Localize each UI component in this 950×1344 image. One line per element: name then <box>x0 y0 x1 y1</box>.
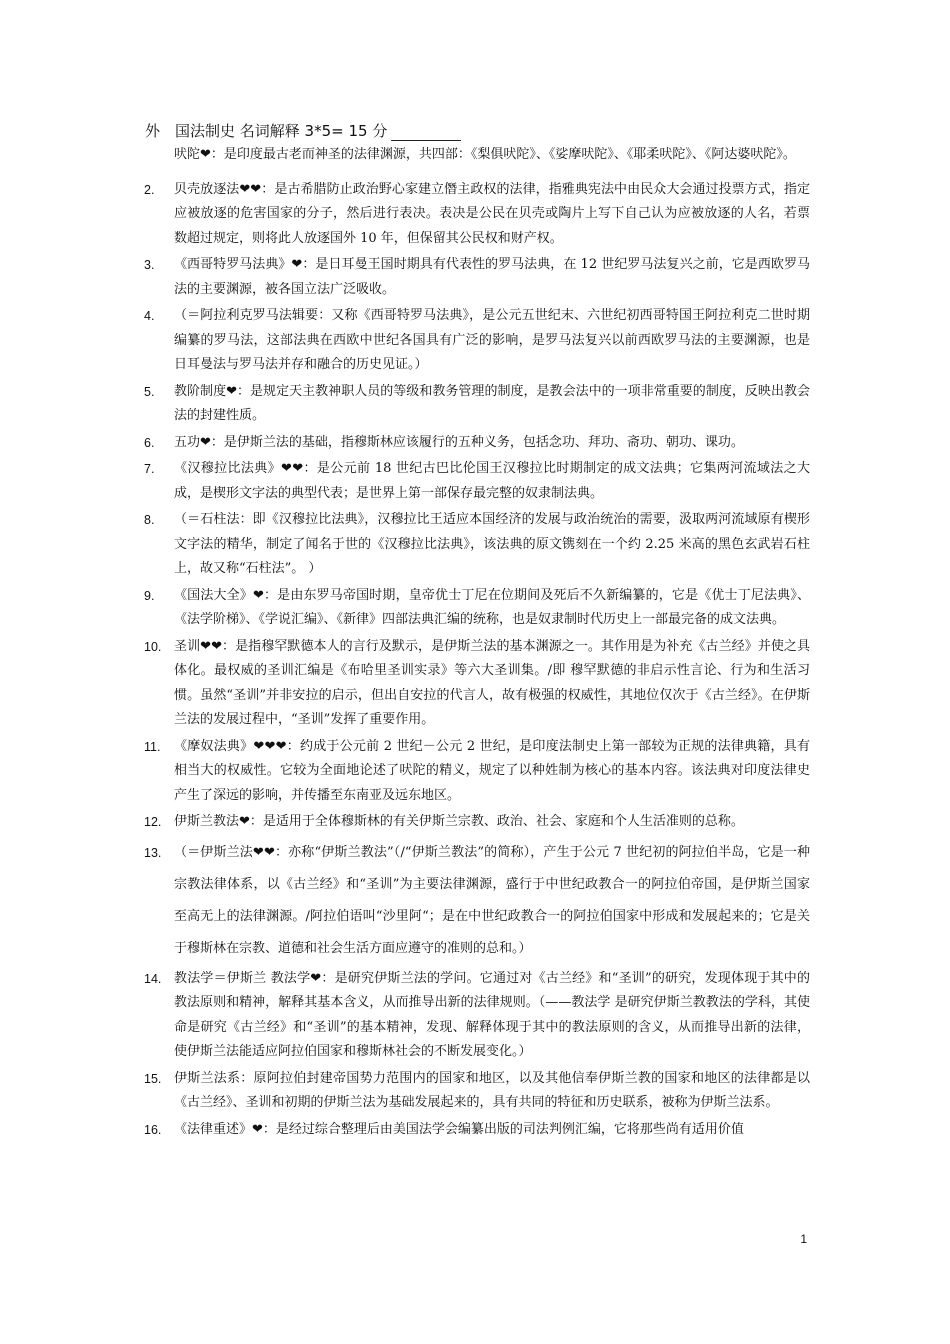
entry-text: 伊斯兰教法❤：是适用于全体穆斯林的有关伊斯兰宗教、政治、社会、家庭和个人生活准则的总称。 <box>174 814 744 829</box>
definition-entry <box>0 735 950 809</box>
entry-text: （＝阿拉利克罗马法辑要：又称《西哥特罗马法典》，是公元五世纪末、六世纪初西哥特国王阿拉利克二世时期编纂的罗马法，这部法典在西欧中世纪各国具有广泛的影响，是罗马法复兴以前西欧罗马法的主要渊源，也是日耳曼法与罗马法并存和融合的历史见证。） <box>174 308 810 372</box>
definition-entry <box>0 178 950 252</box>
entry-text: 《法律重述》❤：是经过综合整理后由美国法学会编纂出版的司法判例汇编，它将那些尚有适用价值 <box>174 1121 744 1137</box>
entry-number: 8. <box>144 513 155 527</box>
definition-entry <box>0 508 950 582</box>
definition-entry <box>0 457 950 506</box>
entry-number: 5. <box>144 384 155 399</box>
entry-text: 圣训❤❤：是指穆罕默德本人的言行及默示，是伊斯兰法的基本渊源之一。其作用是为补充《古兰经》并使之具体化。最权威的圣训汇编是《布哈里圣训实录》等六大圣训集。/即 穆罕默德的非启示性言论、行为和生活习惯。虽然“圣训”并非安拉的启示，但出自安拉的代言人，故有极强的权威性，其地位仅次于《古兰经》。在伊斯兰法的发展过程中，“圣训”发挥了重要作用。 <box>174 638 810 727</box>
definition-entry <box>0 431 950 456</box>
entry-text: 《国法大全》❤：是由东罗马帝国时期，皇帝优士丁尼在位期间及死后不久新编纂的，它是《优士丁尼法典》、《法学阶梯》、《学说汇编》、《新律》四部法典汇编的统称，也是奴隶制时代历史上一部最完备的成文法典。 <box>174 587 810 627</box>
entry-text: 五功❤：是伊斯兰法的基础，指穆斯林应该履行的五种义务，包括念功、拜功、斋功、朝功、课功。 <box>174 434 744 450</box>
entry-number: 16. <box>144 1122 162 1137</box>
definition-entry <box>0 967 950 1065</box>
entry-text: 伊斯兰法系：原阿拉伯封建帝国势力范围内的国家和地区，以及其他信奉伊斯兰教的国家和地区的法律都是以《古兰经》、圣训和初期的伊斯兰法为基础发展起来的，具有共同的特征和历史联系，被称为伊斯兰法系。 <box>174 1070 810 1110</box>
title-underline <box>391 126 461 141</box>
title-text: 外 国法制史 名词解释 3*5= 15 分 <box>145 122 388 140</box>
definition-entry <box>0 584 950 633</box>
entry-number: 11. <box>144 739 161 754</box>
definition-entry <box>0 143 950 168</box>
entry-number: 15. <box>144 1071 162 1086</box>
entry-text: 《摩奴法典》❤❤❤：约成于公元前 2 世纪－公元 2 世纪，是印度法制史上第一部较为正规的法律典籍，具有相当大的权威性。它较为全面地论述了吠陀的精义，规定了以种姓制为核心的基本内容。该法典对印度法律史产生了深远的影响，并传播至东南亚及远东地区。 <box>174 738 810 803</box>
definition-entry <box>0 304 950 378</box>
entry-number: 9. <box>144 588 155 603</box>
definition-entry <box>0 380 950 429</box>
entry-number: 4. <box>144 309 155 323</box>
entry-text: （＝伊斯兰法❤❤：亦称“伊斯兰教法”（/“伊斯兰教法”的简称），产生于公元 7 世纪初的阿拉伯半岛，它是一种宗教法律体系，以《古兰经》和“圣训”为主要法律渊源，盛行于中世纪政教合一的阿拉伯帝国，是伊斯兰国家至高无上的法律渊源。/阿拉伯语叫“沙里阿“；是在中世纪政教合一的阿拉伯国家中形成和发展起来的；它是关于穆斯林在宗教、道德和社会生活方面应遵守的准则的总和。） <box>174 844 810 956</box>
entry-number: 2. <box>144 182 155 197</box>
entry-text: 教阶制度❤：是规定天主教神职人员的等级和教务管理的制度，是教会法中的一项非常重要的制度，反映出教会法的封建性质。 <box>174 383 810 423</box>
page-number: 1 <box>800 1232 807 1246</box>
entry-text: （＝石柱法：即《汉穆拉比法典》，汉穆拉比王适应本国经济的发展与政治统治的需要，汲取两河流域原有楔形文字法的精华，制定了闻名于世的《汉穆拉比法典》，该法典的原文镌刻在一个约 2.25 米高的黑色玄武岩石柱上，故又称“石柱法”。 ） <box>174 512 810 576</box>
entry-number: 6. <box>144 435 155 450</box>
definition-entry <box>0 837 950 965</box>
page-title <box>145 120 461 141</box>
entry-text: 《汉穆拉比法典》❤❤：是公元前 18 世纪古巴比伦国王汉穆拉比时期制定的成文法典；它集两河流域法之大成，是楔形文字法的典型代表；是世界上第一部保存最完整的奴隶制法典。 <box>174 461 810 501</box>
definition-entry <box>0 635 950 733</box>
definition-entry <box>0 810 950 835</box>
entry-text: 《西哥特罗马法典》❤：是日耳曼王国时期具有代表性的罗马法典，在 12 世纪罗马法复兴之前，它是西欧罗马法的主要渊源，被各国立法广泛吸收。 <box>174 257 810 297</box>
entry-text: 吠陀❤：是印度最古老而神圣的法律渊源，共四部：《梨俱吠陀》、《娑摩吠陀》、《耶柔吠陀》、《阿达婆吠陀》。 <box>174 147 796 162</box>
entry-number: 3. <box>144 258 155 272</box>
entry-number: 13. <box>144 845 162 860</box>
entry-text: 教法学＝伊斯兰 教法学❤：是研究伊斯兰法的学问。它通过对《古兰经》和“圣训”的研究，发现体现于其中的教法原则和精神，解释其基本含义，从而推导出新的法律规则。（——教法学 是研究伊斯兰教教法的学科，其使命是研究《古兰经》和“圣训”的基本精神，发现、解释体现于其中的教法原则的含义，从而推导出新的法律，使伊斯兰法能适应阿拉伯国家和穆斯林社会的不断发展变化。） <box>174 970 810 1059</box>
entry-text: 贝壳放逐法❤❤：是古希腊防止政治野心家建立僭主政权的法律，指雅典宪法中由民众大会通过投票方式，指定应被放逐的危害国家的分子，然后进行表决。表决是公民在贝壳或陶片上写下自己认为应被放逐的人名，若票数超过规定，则将此人放逐国外 10 年，但保留其公民权和财产权。 <box>174 181 810 246</box>
entry-number: 12. <box>144 815 162 829</box>
entry-number: 10. <box>144 639 162 654</box>
definition-entry <box>0 253 950 302</box>
entry-number: 7. <box>144 462 155 476</box>
entry-number: 14. <box>144 971 162 986</box>
definition-entry <box>0 1067 950 1116</box>
definition-entry <box>0 1118 950 1143</box>
definitions-list <box>0 143 950 1144</box>
